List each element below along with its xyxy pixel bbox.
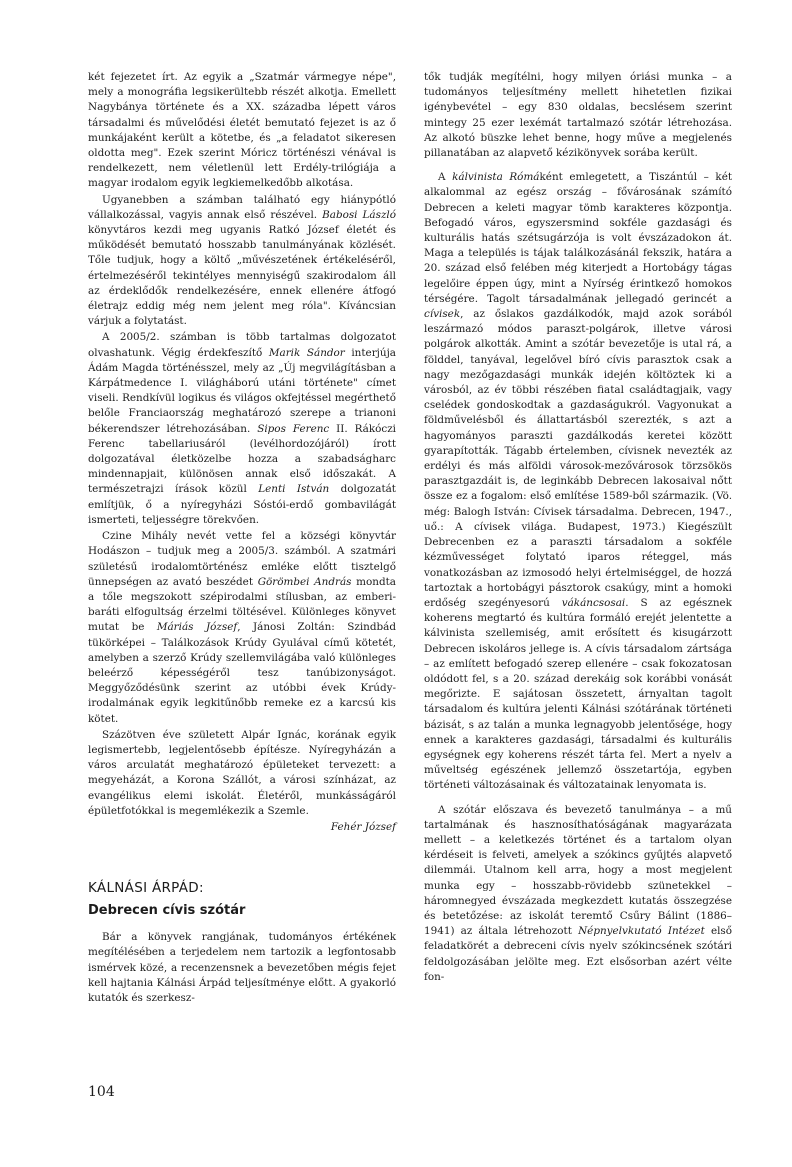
left-column <box>88 70 396 1006</box>
paragraph-text: tők tudják megítélni, hogy milyen óriási munka – a tudományos teljesítmény mellett hihetetlen fizikai igénybevétel – egy 830 oldalas, becslésem szerint mintegy 25 ezer lexémát tartalmazó szótár létrehozása. Az alkotó büszke lehet benne, hogy műve a megjelenés pillanatában az alapvető kézikönyvek sorába került. <box>424 71 732 160</box>
paragraph-text: A 2005/2. számban is több tartalmas dolgozatot olvashatunk. Végig érdekfeszítő <box>88 331 396 359</box>
author-name: Lenti István <box>258 483 330 496</box>
paragraph-text: első feladatkörét a debreceni cívis nyelv szókincsének szótári feldolgozásában jelölte meg. Ezt elsősorban azért vélte fon- <box>424 925 733 983</box>
paragraph-text: Czine Mihály nevét vette fel a községi könyvtár Hodászon – tudjuk meg a 2005/3. számból. A szatmári születésű irodalomtörténész emléke előtt tisztelgő ünnepségen az avató beszédet <box>88 530 396 588</box>
review-title: Debrecen cívis szótár <box>88 903 246 919</box>
right-column <box>424 70 732 985</box>
review-author: KÁLNÁSI ÁRPÁD: <box>88 880 204 897</box>
author-name: Sipos Ferenc <box>257 422 330 435</box>
paragraph-text: dolgozatát említjük, ő a nyíregyházi Sóstói-erdő gombavilágát ismerteti, teljességre törekvően. <box>88 483 396 526</box>
paragraph-text: mondta a tőle megszokott szépirodalmi stílusban, az emberi-baráti elfogultság érzelmi töltésével. Különleges könyvet mutat be <box>88 575 396 634</box>
paragraph-text: II. Rákóczi Ferenc tabellariusáról (levélhordozójáról) írott dolgozatával életközelbe hozza a szabadságharc mindennapjait, különösen annak első időszakát. A természetrajzi írások közül <box>88 422 397 496</box>
paragraph <box>424 803 732 985</box>
italic-term: cívisek <box>424 308 461 321</box>
paragraph-text: Bár a könyvek rangjának, tudományos értékének megítélésében a terjedelem nem tartozik a legfontosabb ismérvek közé, a recenzensnek a bevezetőben mégis fejet kell hajtania Kálnási Árpád teljesítménye előtt. A gyakorló kutatók és szerkesz- <box>88 931 396 1004</box>
paragraph-text: . S az egésznek koherens megtartó és kultúra formáló erejét jelentette a kálvinista szellemiség, amit erősített és kisugárzott Debrecen iskoláros jellege is. A cívis társadalom zártsága – az említett befogadó szerep ellenére – csak fokozatosan oldódott fel, s a 20. század derekáig sok korábbi vonását megőrizte. E sajátosan összetett, árnyaltan tagolt társadalom és kultúra jelenti Kálnási szótárának történeti bázisát, s az talán a munka legnagyobb jelentősége, hogy ennek a karakteres gazdasági, társadalmi és kulturális egységnek egy koherens részét tárta fel. Mert a nyelv a műveltség egészének jellemző összetartója, egyben történeti változásainak és változatainak lenyomata is. <box>424 596 732 792</box>
paragraph <box>88 930 396 1006</box>
signature: Fehér József <box>330 820 396 833</box>
paragraph <box>88 193 396 330</box>
author-name: Babosi László <box>322 208 396 221</box>
paragraph <box>88 728 396 819</box>
paragraph-text: A szótár előszava és bevezető tanulmánya – a mű tartalmának és hasznosíthatóságának magyarázata mellett – a keletkezés történet és a tartalom olyan kérdéseit is felveti, amelyek a szókincs gyűjtés alapvető dilemmái. Utalnom kell arra, hogy a most megjelent munka egy – hosszabb-rövidebb szünetekkel – háromnegyed évszázada megkezdett kutatás összegzése és betetőzése: az iskolát teremtő Csűry Bálint (1886–1941) az általa létrehozott <box>424 803 732 938</box>
paragraph-text: , Jánosi Zoltán: Szindbád tükörképei – Találkozások Krúdy Gyulával című kötetét, amelyben a szerző Krúdy szellemvilágába való különleges beleérző képességéről tesz tanúbizonyságot. Meggyőződésünk szerint az utóbbi évek Krúdy-irodalmának egyik legkitűnőbb remeke ez a karcsú kis kötet. <box>88 621 397 725</box>
paragraph-text: interjúja Ádám Magda történésszel, mely az „Új megvilágításban a Kárpátmedence I. világháború utáni története" címet viseli. Rendkívül logikus és világos okfejtéssel megérthető belőle Franciaország meghatározó szerepe a trianoni békerendszer létrehozásában. <box>88 346 396 435</box>
paragraph-text: Ugyanebben a számban található egy hiánypótló vállalkozással, vagyis annak első részével. <box>88 193 396 221</box>
italic-term: vákáncsosai <box>561 596 626 609</box>
italic-term: kálvinista Rómá <box>452 171 540 184</box>
paragraph-text: Százötven éve született Alpár Ignác, korának egyik legismertebb, legjelentősebb építésze. Nyíregyházán a város arculatát meghatározó épületeket tervezett: a megyeházát, a Korona Szállót, a városi színházat, az evangélikus elemi iskolát. Életéről, munkásságáról épületfotókkal is megemlékezik a Szemle. <box>88 728 396 817</box>
author-name: Görömbei András <box>257 575 352 588</box>
paragraph-text: ként emlegetett, a Tiszántúl – két alkalommal az egész ország – fővárosának számító Debrecen a keleti magyar tömb karakteres központja. Befogadó város, egyszersmind sokféle gazdasági és kulturális hatás szétsugárzója is volt évszázadokon át. Maga a település is tájak találkozásánál fekszik, határa a 20. század első felében még kiterjedt a Hortobágy tágas legelőire éppen úgy, mint a Nyírség érintkező homokos térségére. Tagolt társadalmának jellegadó gerincét a <box>424 171 733 305</box>
italic-term: Népnyelvkutató Intézet <box>578 925 705 938</box>
paragraph <box>88 529 396 727</box>
paragraph-text: könyvtáros kezdi meg ugyanis Ratkó József életét és működését bemutató hosszabb tanulmányának közlését. Tőle tudjuk, hogy a költő „művészetének értékeléséről, értelmezéséről tekintélyes mennyiségű szakirodalom áll az érdeklődők rendelkezésére, ennek ellenére átfogó életrajz eddig még nem jelent meg róla". Kíváncsian várjuk a folytatást. <box>88 224 396 328</box>
paragraph-text: A <box>438 171 453 184</box>
paragraph <box>424 70 732 161</box>
paragraph <box>424 170 732 793</box>
paragraph-text: két fejezetet írt. Az egyik a „Szatmár vármegye népe", mely a monográfia legsikerültebb részét alkotja. Emellett Nagybánya története és a XX. századba lépett város társadalmi és művelődési életét bemutató fejezet is az ő munkájaként került a kötetbe, és „a feladatot sikeresen oldotta meg". Ezek szerint Móricz történészi vénával is rendelkezett, nem véletlenül lett Erdély-trilógiája a magyar irodalom egyik legkiemelkedőbb alkotása. <box>88 71 396 190</box>
page-number: 104 <box>88 1084 115 1100</box>
author-name: Marik Sándor <box>268 346 345 359</box>
paragraph <box>88 70 396 192</box>
paragraph <box>88 330 396 528</box>
author-name: Máriás József <box>156 621 238 634</box>
paragraph-text: , az őslakos gazdálkodók, majd azok sorából leszármazó módos paraszt-polgárok, illetve városi polgárok alkották. Amint a szótár bevezetője is utal rá, a földdel, tanyával, legelővel bíró cívis parasztok csak a nagy mezőgazdasági munkák idején költöztek ki a városból, az év többi részében fiatal családtagjaik, vagy cselédek gondoskodtak a gazdaságukról. Vagyonukat a földművelésből és állattartásból szerezték, s azt a hagyományos paraszti gazdálkodás keretei között gyarapították. Tágabb értelemben, cívisnek nevezték az erdélyi és más alföldi városok-mezővárosok törzsökös parasztgazdáit is, de leginkább Debrecen lakosaival nőtt össze ez a fogalom: első említése 1589-ből származik. (Vö. még: Balogh István: Cívisek társadalma. Debrecen, 1947., uő.: A cívisek világa. Budapest, 1973.) Kiegészült Debrecenben ez a paraszti társadalom a sokféle kézművességet folytató iparos réteggel, más vonatkozásban az izmosodó helyi értelmiséggel, de hozzá tartoztak a hortobágyi pásztorok csakúgy, mint a homoki erdőség szegényesorú <box>424 308 732 609</box>
